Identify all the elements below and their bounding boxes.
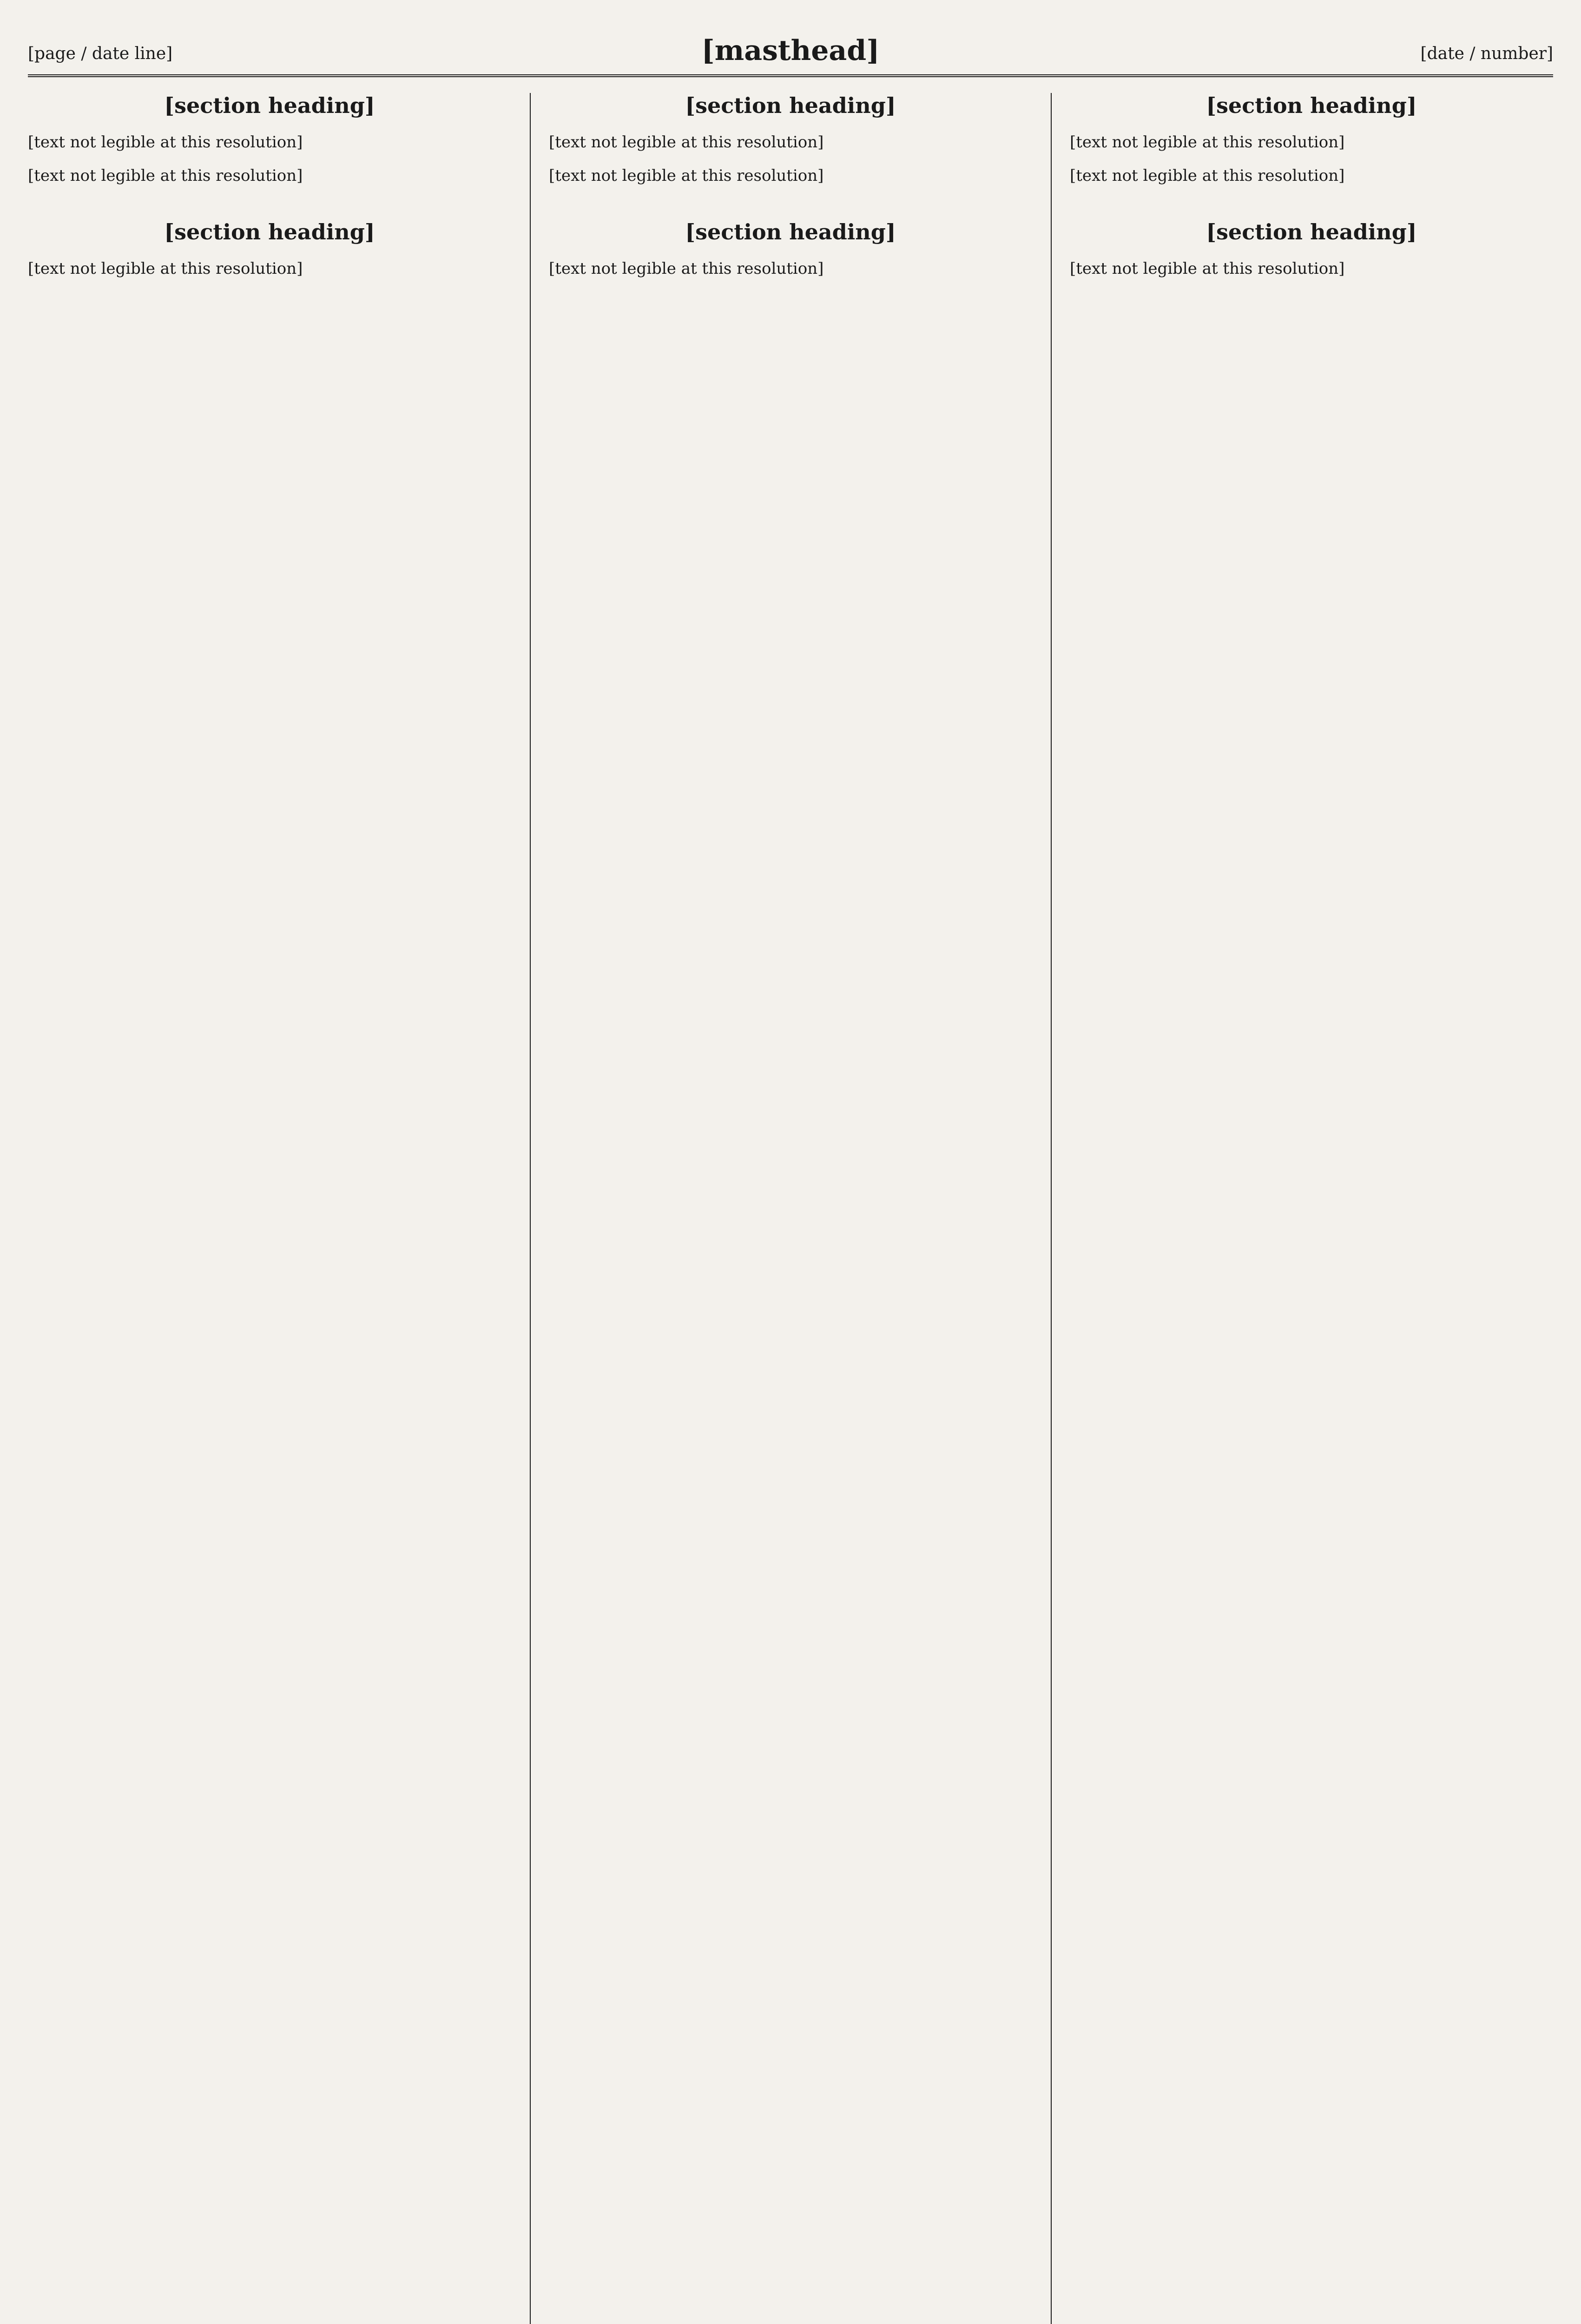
body-paragraph: [text not legible at this resolution] xyxy=(1070,133,1345,152)
column-3-section-1 xyxy=(1070,93,1553,187)
column-3 xyxy=(1070,93,1553,2324)
column-3-section-2 xyxy=(1070,219,1553,280)
body-paragraph: [text not legible at this resolution] xyxy=(549,166,824,185)
section-heading: [section heading] xyxy=(164,219,375,244)
issue-label: [date / number] xyxy=(1420,44,1553,63)
section-heading: [section heading] xyxy=(685,93,896,118)
column-rule-2 xyxy=(1051,93,1052,2324)
body-paragraph: [text not legible at this resolution] xyxy=(1070,166,1345,185)
column-2 xyxy=(549,93,1032,2324)
column-2-section-2 xyxy=(549,219,1032,280)
column-1-section-1 xyxy=(28,93,511,187)
section-heading: [section heading] xyxy=(1206,93,1417,118)
masthead-title: [masthead] xyxy=(701,34,880,67)
body-paragraph: [text not legible at this resolution] xyxy=(28,259,303,278)
body-paragraph: [text not legible at this resolution] xyxy=(549,259,824,278)
section-heading: [section heading] xyxy=(1206,219,1417,244)
body-paragraph: [text not legible at this resolution] xyxy=(28,133,303,152)
column-1 xyxy=(28,93,511,2324)
page-label: [page / date line] xyxy=(28,44,173,63)
section-heading: [section heading] xyxy=(685,219,896,244)
body-paragraph: [text not legible at this resolution] xyxy=(28,166,303,185)
body-paragraph: [text not legible at this resolution] xyxy=(549,133,824,152)
column-2-section-1 xyxy=(549,93,1032,187)
section-heading: [section heading] xyxy=(164,93,375,118)
body-paragraph: [text not legible at this resolution] xyxy=(1070,259,1345,278)
masthead-bar xyxy=(28,19,1553,77)
column-rule-1 xyxy=(530,93,531,2324)
column-1-section-2 xyxy=(28,219,511,280)
